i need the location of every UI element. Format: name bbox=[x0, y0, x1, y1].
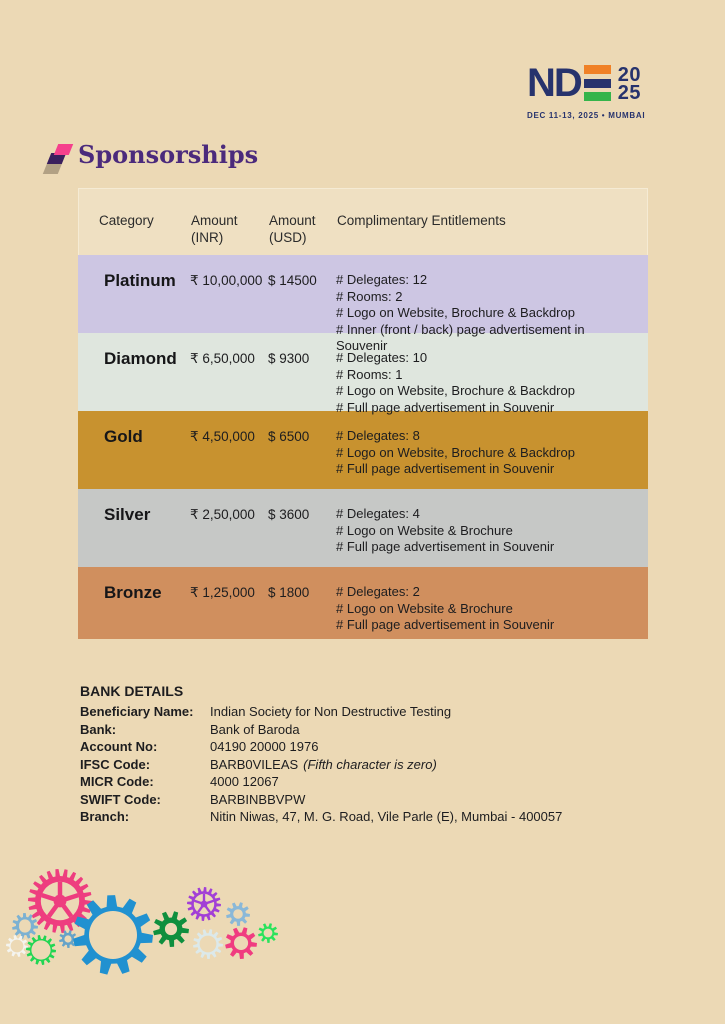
column-header-amount-usd: Amount (USD) bbox=[269, 213, 316, 245]
tier-entitlements: # Delegates: 4 # Logo on Website & Brochure # Full page advertisement in Souvenir bbox=[336, 506, 555, 554]
table-row-bronze bbox=[78, 567, 648, 639]
tier-amount-inr: ₹ 1,25,000 bbox=[190, 585, 255, 600]
icon-shape-pink bbox=[54, 144, 73, 155]
logo-letter-e-flag-bars-icon bbox=[584, 64, 611, 102]
tier-amount-usd: $ 3600 bbox=[268, 507, 310, 522]
gears-decoration-icon bbox=[0, 858, 320, 1008]
tier-entitlements: # Delegates: 10 # Rooms: 1 # Logo on Website, Brochure & Backdrop # Full page advertisement in Souvenir bbox=[336, 350, 575, 415]
sponsorships-bullet-icon bbox=[42, 142, 76, 176]
tier-amount-inr: ₹ 4,50,000 bbox=[190, 429, 255, 444]
bank-row-ifsc: IFSC Code: BARB0VILEAS (Fifth character is zero) bbox=[80, 756, 437, 772]
flag-bar-navy bbox=[584, 79, 611, 88]
tier-amount-inr: ₹ 2,50,000 bbox=[190, 507, 255, 522]
bank-row-beneficiary: Beneficiary Name: Indian Society for Non Destructive Testing bbox=[80, 704, 452, 720]
table-header-row bbox=[78, 188, 648, 255]
table-row-silver bbox=[78, 489, 648, 567]
flag-bar-orange bbox=[584, 65, 611, 74]
column-header-category: Category bbox=[99, 213, 154, 228]
tier-name: Platinum bbox=[104, 271, 176, 290]
bank-details-section bbox=[80, 683, 620, 826]
tier-amount-usd: $ 14500 bbox=[268, 273, 317, 288]
bank-row-branch: Branch: Nitin Niwas, 47, M. G. Road, Vile Parle (E), Mumbai - 400057 bbox=[80, 809, 563, 825]
logo-letters-nd: ND bbox=[527, 61, 581, 105]
logo-year-bottom: 25 bbox=[617, 82, 642, 104]
event-date-location: DEC 11-13, 2025 • MUMBAI bbox=[527, 111, 646, 120]
icon-shape-tan bbox=[43, 163, 62, 174]
tier-name: Bronze bbox=[104, 583, 162, 602]
bank-row-micr: MICR Code: 4000 12067 bbox=[80, 774, 279, 790]
logo-year bbox=[618, 64, 641, 104]
tier-name: Diamond bbox=[104, 349, 177, 368]
nde-2025-logo bbox=[527, 61, 646, 120]
flag-bar-green bbox=[584, 92, 611, 101]
logo-year-top: 20 bbox=[617, 64, 642, 86]
nde-logo-wordmark bbox=[527, 61, 645, 105]
bank-row-account: Account No: 04190 20000 1976 bbox=[80, 739, 319, 755]
page-title: Sponsorships bbox=[78, 140, 259, 169]
tier-entitlements: # Delegates: 12 # Rooms: 2 # Logo on Website, Brochure & Backdrop # Inner (front / back) page advertisement in Souvenir bbox=[336, 272, 585, 353]
bank-row-bank: Bank: Bank of Baroda bbox=[80, 721, 300, 737]
column-header-amount-inr: Amount (INR) bbox=[191, 213, 238, 245]
table-row-gold bbox=[78, 411, 648, 489]
tier-name: Gold bbox=[104, 427, 143, 446]
tier-entitlements: # Delegates: 2 # Logo on Website & Brochure # Full page advertisement in Souvenir bbox=[336, 584, 555, 632]
bank-details-title: BANK DETAILS bbox=[80, 683, 184, 699]
sponsorship-table bbox=[78, 188, 648, 639]
bank-row-swift: SWIFT Code: BARBINBBVPW bbox=[80, 791, 306, 807]
table-row-platinum bbox=[78, 255, 648, 353]
tier-amount-inr: ₹ 10,00,000 bbox=[190, 273, 263, 288]
tier-amount-inr: ₹ 6,50,000 bbox=[190, 351, 255, 366]
tier-name: Silver bbox=[104, 505, 151, 524]
tier-amount-usd: $ 9300 bbox=[268, 351, 310, 366]
tier-amount-usd: $ 6500 bbox=[268, 429, 310, 444]
tier-entitlements: # Delegates: 8 # Logo on Website, Brochure & Backdrop # Full page advertisement in Souvenir bbox=[336, 428, 575, 476]
tier-amount-usd: $ 1800 bbox=[268, 585, 310, 600]
column-header-entitlements: Complimentary Entitlements bbox=[337, 213, 506, 228]
